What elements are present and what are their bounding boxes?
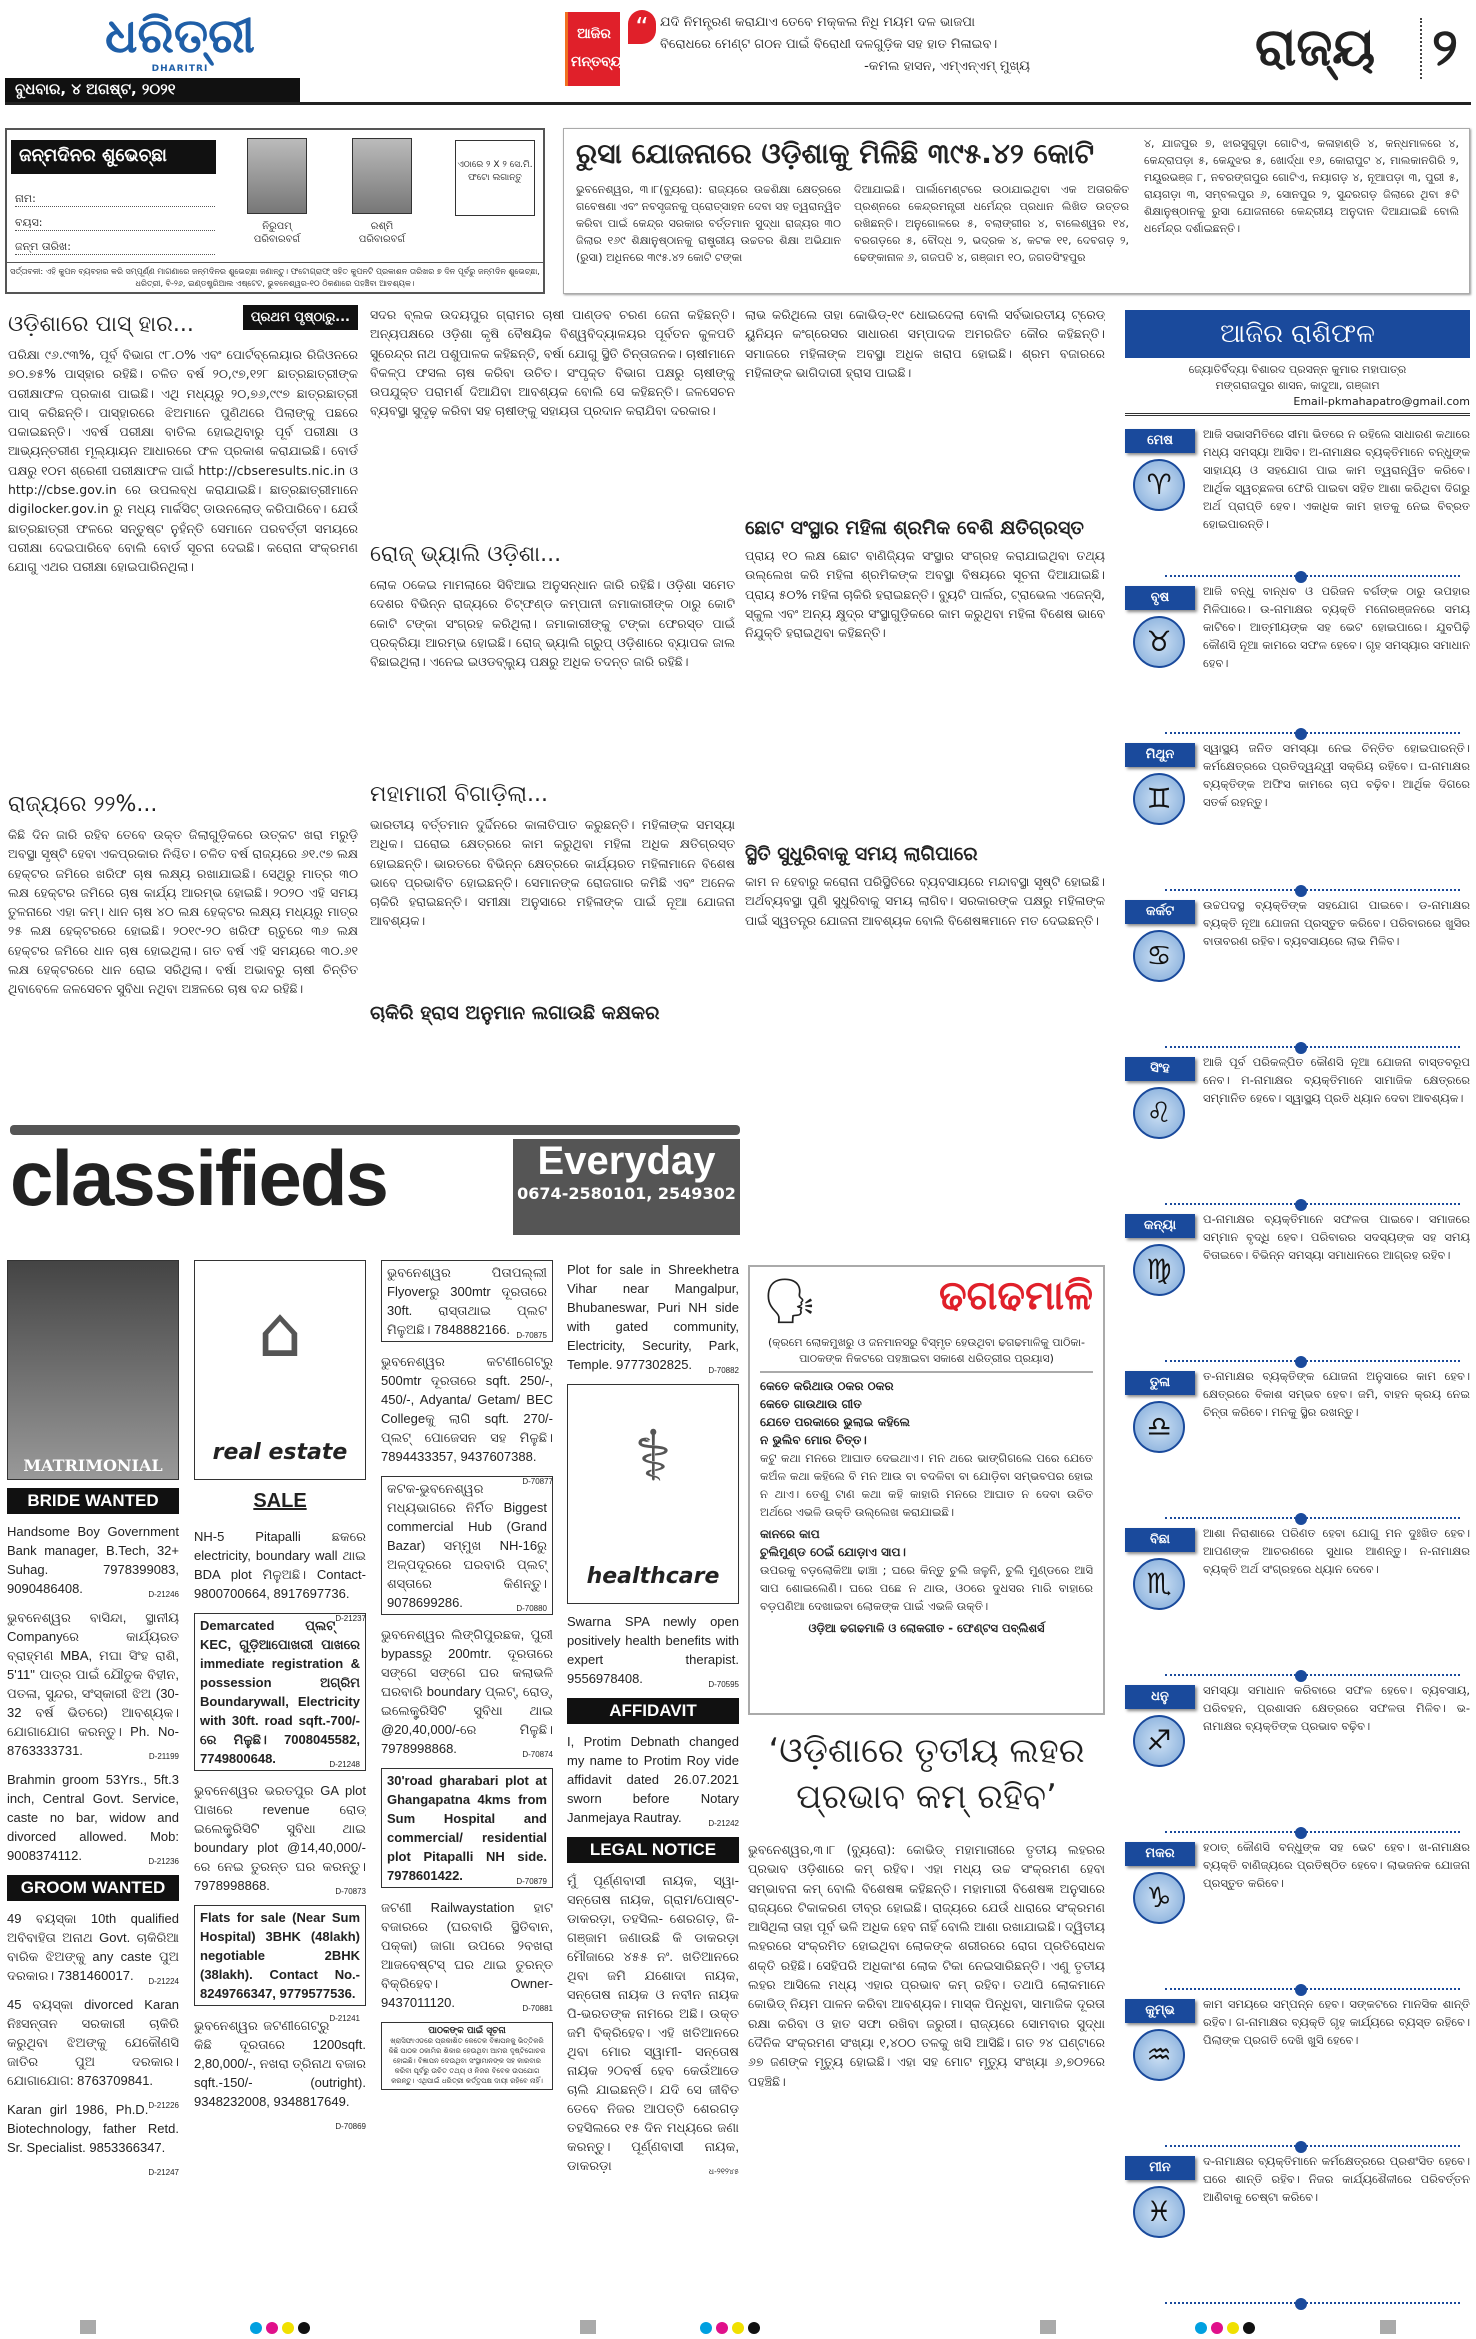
- article-heading: ଚାକିରି ହ୍ରାସ ଅନୁମାନ ଲଗାଉଛି କକ୍ଷକର: [370, 1002, 660, 1024]
- zodiac-5-icon: ♌: [1133, 1087, 1185, 1139]
- article-column-1: [8, 305, 358, 1110]
- ad-text: 45 ବୟସ୍କା divorced Karan ନିଃସନ୍ତାନ ସରକାରୀ ଚାକିରି କରୁଥିବା ଝିଅଙ୍କୁ ଯେକୌଣସି ଜାତିର ପୁଅ ଦରକାର। ଯୋଗାଯୋଗ: 8763709841.: [7, 1997, 179, 2088]
- classified-ad: [7, 1522, 179, 1598]
- color-swatch: [250, 2322, 262, 2334]
- classified-ad: [194, 1905, 366, 2023]
- zodiac-7-icon: ♎: [1133, 1401, 1185, 1453]
- color-swatch: [1195, 2322, 1207, 2334]
- covid-headline: ‘ଓଡ଼ିଶାରେ ତୃତୀୟ ଲହର ପ୍ରଭାବ କମ୍ ରହିବ’: [768, 1731, 1085, 1817]
- divider: [1165, 1517, 1460, 1519]
- ad-code: D-70874: [522, 1750, 553, 1759]
- quote-author: -କମଲ ହାସନ, ଏମ୍‌ଏନ୍‌ଏମ୍ ମୁଖ୍ୟ: [864, 59, 1030, 74]
- article-heading: ଛୋଟ ସଂସ୍ଥାର ମହିଳା ଶ୍ରମିକ ବେଶି କ୍ଷତିଗ୍ରସ୍ତ: [745, 517, 1084, 539]
- article-body: ଲୋକ ଠକେଇ ମାମଲାରେ ସିବିଆଇ ଅନୁସନ୍ଧାନ ଜାରି ରହିଛି। ଓଡ଼ିଶା ସମେତ ଦେଶର ବିଭିନ୍ନ ରାଜ୍ୟରେ ଚିଟ୍‌ଫଣ୍ଡ କମ୍ପାନୀ ଜମାକାରୀଙ୍କ ଠାରୁ କୋଟି କୋଟି ଟଙ୍କା ସଂଗ୍ରହ କରିଥିଲା। ଜମାକାରୀଙ୍କୁ ଟଙ୍କା ଫେରସ୍ତ ପାଇଁ ପ୍ରକ୍ରିୟା ଆରମ୍ଭ ହୋଇଛି। ରୋଜ୍ ଭ୍ୟାଲି ଗ୍ରୁପ୍ ଓଡ଼ିଶାରେ ବ୍ୟାପକ ଜାଲ ବିଛାଇଥିଲା। ଏନେଇ ଇଓଡବ୍ଲ୍ୟୁ ପକ୍ଷରୁ ଅଧିକ ତଦନ୍ତ ଜାରି ରହିଛି।: [370, 577, 735, 670]
- article-column-2: [370, 305, 735, 1110]
- horoscope-9: [1125, 1681, 1470, 1837]
- sign-text: ଆଶା ନିରାଶାରେ ପରିଣତ ହେବା ଯୋଗୁ ମନ ଦୁଃଖିତ ହେବ। ଆପଣଙ୍କ ଆଚରଣରେ ସୁଧାର ଆଣନ୍ତୁ। ନ-ନାମାକ୍ଷର ବ୍ୟକ୍ତି ଅର୍ଥ ସଂଗ୍ରହରେ ଧ୍ୟାନ ଦେବେ।: [1203, 1526, 1470, 1576]
- dharitri-logo: [95, 8, 265, 74]
- classified-ad: [381, 1898, 553, 2012]
- classified-column: [567, 1260, 739, 2305]
- ad-code: D-21237: [335, 1614, 366, 1623]
- ad-text: ଭୁବନେଶ୍ୱର ଲିଙ୍ଗିପୁରଛକ, ପୁରୀ bypassରୁ 200mtr. ଦୂରତାରେ ସଙ୍ଗେ ସଙ୍ଗେ ଘର କଲାଭଳି ଘରବାରି boundary ପ୍ଲଟ୍, ରୋଡ୍, ଇଲେକ୍ଟ୍ରିସିଟି ସୁବିଧା ଥାଇ @20,40,000/-ରେ ମିଳୁଛି। 7978998868.: [381, 1627, 553, 1756]
- sign-label: କନ୍ୟା: [1125, 1214, 1195, 1238]
- classified-banner: AFFIDAVIT: [567, 1698, 739, 1724]
- ad-text: Swarna SPA newly open positively health benefits with expert therapist. 9556978408.: [567, 1614, 739, 1686]
- classifieds-section: [5, 1125, 740, 2310]
- horoscope-11: [1125, 1995, 1470, 2151]
- ad-text: ଭୁବନେଶ୍ୱର ପିତାପଲ୍ଲୀ Flyoverରୁ 300mtr ଦୂରତାରେ 30ft. ରାସ୍ତାଥାଇ ପ୍ଲଟ ମିଳୁଅଛି। 7848882166.: [387, 1265, 547, 1337]
- sign-label: ସିଂହ: [1125, 1057, 1195, 1081]
- horoscope-2: [1125, 582, 1470, 738]
- classified-ad: [7, 1608, 179, 1760]
- ad-text: Flats for sale (Near Sum Hospital) 3BHK (48lakh) negotiable 2BHK (38lakh). Contact No.- 8249766347, 9779577536.: [200, 1910, 360, 2001]
- classified-ad: [381, 1625, 553, 1758]
- ad-code: D-70869: [335, 2122, 366, 2131]
- ad-code: D-21246: [148, 1590, 179, 1599]
- covid-article-body: ଭୁବନେଶ୍ୱର,୩।୮ (ବ୍ୟୁରୋ): କୋଭିଡ୍ ମହାମାରୀରେ ତୃତୀୟ ଲହରର ପ୍ରଭାବ ଓଡ଼ିଶାରେ କମ୍ ରହିବ। ଏହା ମଧ୍ୟ ଉଚ୍ଚ ସଂକ୍ରମଣ ହେବା ସମ୍ଭାବନା କମ୍ ବୋଲି ବିଶେଷଜ୍ଞ କହିଛନ୍ତି। ମହାମାରୀ ବିଶେଷଜ୍ଞ ଅନୁସାରେ ରାଜ୍ୟରେ ଟିକାକରଣ ତୀବ୍ର ହୋଇଛି। ରାଜ୍ୟରେ ଯେଉଁ ଧାରାରେ ସଂକ୍ରମଣ ଆସିଥିଲା ତାହା ପୂର୍ବ ଭଳି ଅଧିକ ହେବ ନାହିଁ ବୋଲି ଆଶା ରଖାଯାଇଛି। ଦ୍ୱିତୀୟ ଲହରରେ ସଂକ୍ରମିତ ହୋଇଥିବା ଲୋକଙ୍କ ଶରୀରରେ ରୋଗ ପ୍ରତିରୋଧକ ଶକ୍ତି ରହିଛି। ସେହିପରି ଅଧିକାଂଶ ଲୋକ ଟିକା ନେଇସାରିଛନ୍ତି। ଏଣୁ ତୃତୀୟ ଲହର ଆସିଲେ ମଧ୍ୟ ଏହାର ପ୍ରଭାବ କମ୍ ରହିବ। ତଥାପି ଲୋକମାନେ କୋଭିଡ୍ ନିୟମ ପାଳନ କରିବା ଆବଶ୍ୟକ। ମାସ୍କ ପିନ୍ଧିବା, ସାମାଜିକ ଦୂରତା ରକ୍ଷା କରିବା ଓ ହାତ ସଫା ରଖିବା ଜରୁରୀ। ରାଜ୍ୟରେ ସୋମବାର ସୁଦ୍ଧା ଦୈନିକ ସଂକ୍ରମଣ ସଂଖ୍ୟା ୧,୪୦୦ ତଳକୁ ଖସି ଆସିଛି। ଗତ ୨୪ ଘଣ୍ଟାରେ ୬୭ ଜଣଙ୍କ ମୃତ୍ୟୁ ହୋଇଛି। ଏହା ସହ ମୋଟ ମୃତ୍ୟୁ ସଂଖ୍ୟା ୬,୭୦୨ରେ ପହଞ୍ଚିଛି।: [748, 1842, 1105, 2089]
- sign-label: ବୃଷ: [1125, 586, 1195, 610]
- quote-line: ବିରୋଧରେ ମେଣ୍ଟ ଗଠନ ପାଇଁ ବିରୋଧୀ ଦଳଗୁଡ଼ିକ ସହ ହାତ ମିଳାଇବ।: [660, 37, 998, 52]
- divider: [1165, 1831, 1460, 1833]
- color-swatch: [1243, 2322, 1255, 2334]
- horoscope-7: [1125, 1367, 1470, 1523]
- print-registration-bar: [0, 2316, 1476, 2339]
- classified-banner: LEGAL NOTICE: [567, 1837, 739, 1863]
- divider: [1165, 2302, 1460, 2304]
- registration-mark: [1380, 2320, 1396, 2334]
- zodiac-8-icon: ♏: [1133, 1558, 1185, 1610]
- article-body: କିଛି ଦିନ ଜାରି ରହିବ ତେବେ ଉକ୍ତ ଜିଲାଗୁଡ଼ିକରେ ଉତ୍କଟ ଖରା ମରୁଡ଼ି ଅବସ୍ଥା ସୃଷ୍ଟି ହେବା ଏକପ୍ରକାର ନିଶ୍ଚିତ। ଚଳିତ ବର୍ଷ ରାଜ୍ୟରେ ୬୧.୯୭ ଲକ୍ଷ ହେକ୍ଟର ଜମିରେ ଖରିଫ ଚାଷ ଲକ୍ଷ୍ୟ ରଖାଯାଇଛି। ସେଥିରୁ ମାତ୍ର ୩୦ ଲକ୍ଷ ହେକ୍ଟର ଜମିରେ ଚାଷ କାର୍ଯ୍ୟ ଆରମ୍ଭ ହୋଇଛି। ୨୦୨୦ ଏହି ସମୟ ତୁଳନାରେ ଏହା କମ୍। ଧାନ ଚାଷ ୪୦ ଲକ୍ଷ ହେକ୍ଟର ଲକ୍ଷ୍ୟ ମଧ୍ୟରୁ ମାତ୍ର ୨୫ ଲକ୍ଷ ହେକ୍ଟରରେ ହୋଇଛି। ୨୦୧୯-୨୦ ଖରିଫ ଋତୁରେ ୩୬ ଲକ୍ଷ ହେକ୍ଟର ଜମିରେ ଧାନ ଚାଷ ହୋଇଥିଲା। ଗତ ବର୍ଷ ଏହି ସମୟରେ ୩୦.୬୧ ଲକ୍ଷ ହେକ୍ଟରରେ ଧାନ ରୋଇ ସରିଥିଲା। ବର୍ଷା ଅଭାବରୁ ଚାଷୀ ଚିନ୍ତିତ ଥିବାବେଳେ ଜଳସେଚନ ସୁବିଧା ନଥିବା ଅଞ୍ଚଳରେ ଚାଷ ବନ୍ଦ ରହିଛି।: [8, 827, 358, 997]
- stethoscope-icon: ⚕: [634, 1415, 672, 1497]
- classified-ad: [381, 1352, 553, 1486]
- color-swatch: [748, 2322, 760, 2334]
- sign-label: କର୍କଟ: [1125, 900, 1195, 924]
- health-image: [567, 1384, 739, 1604]
- divider: [1165, 1988, 1460, 1990]
- zodiac-6-icon: ♍: [1133, 1244, 1185, 1296]
- classified-banner: BRIDE WANTED: [7, 1488, 179, 1514]
- ad-code: D-21248: [329, 1760, 360, 1769]
- classified-banner: GROOM WANTED: [7, 1875, 179, 1901]
- zodiac-3-icon: ♊: [1133, 773, 1185, 825]
- photo-child: [352, 138, 412, 214]
- ad-text: Karan girl 1986, Ph.D. Biotechnology, father Retd. Sr. Specialist. 9853366347.: [7, 2102, 179, 2155]
- registration-mark: [80, 2320, 96, 2334]
- notice-title: ପାଠକଙ୍କ ପାଇଁ ସୂଚନା: [428, 2026, 506, 2036]
- article-heading: ମହାମାରୀ ବିଗାଡ଼ିଲା...: [370, 782, 548, 807]
- classified-ad: [567, 1871, 739, 2175]
- horoscope-6: [1125, 1210, 1470, 1366]
- sign-text: ଆଜି ପୂର୍ବ ପରିକଳ୍ପିତ କୌଣସି ନୂଆ ଯୋଜନା ବାସ୍ତବରୂପ ନେବ। ମ-ନାମାକ୍ଷର ବ୍ୟକ୍ତିମାନେ ସାମାଜିକ କ୍ଷେତ୍ରରେ ସମ୍ମାନିତ ହେବେ। ସ୍ୱାସ୍ଥ୍ୟ ପ୍ରତି ଧ୍ୟାନ ଦେବା ଆବଶ୍ୟକ।: [1203, 1055, 1470, 1105]
- horoscope-12: [1125, 2152, 1470, 2308]
- sign-text: ଦ-ନାମାକ୍ଷର ବ୍ୟକ୍ତିମାନେ କର୍ମକ୍ଷେତ୍ରରେ ପ୍ରଶଂସିତ ହେବେ। ଘରେ ଶାନ୍ତି ରହିବ। ନିଜର କାର୍ଯ୍ୟଶୈଳୀରେ ପରିବର୍ତ୍ତନ ଆଣିବାକୁ ଚେଷ୍ଟା କରିବେ।: [1203, 2154, 1470, 2204]
- date-bar: ବୁଧବାର, ୪ ଅଗଷ୍ଟ, ୨୦୨୧: [5, 78, 300, 102]
- article-heading: ରୋଜ୍ ଭ୍ୟାଲି ଓଡ଼ିଶା...: [370, 542, 562, 567]
- quote-line: ଯଦି ନିମନ୍ତ୍ରଣ କରାଯାଏ ତେବେ ମକ୍କଲ ନିଧି ମୟମ ଦଳ ଭାଜପା: [660, 15, 975, 30]
- lead-story: [563, 128, 1470, 294]
- classified-ad: [194, 1781, 366, 1895]
- article-body: ପ୍ରାୟ ୧୦ ଲକ୍ଷ ଛୋଟ ବାଣିଜ୍ୟିକ ସଂସ୍ଥାର ସଂଗ୍ରହ କରାଯାଇଥିବା ତଥ୍ୟ ଉଲ୍ଲେଖ କରି ମହିଳା ଶ୍ରମିକଙ୍କ ଅବସ୍ଥା ବିଷୟରେ ସୂଚନା ଦିଆଯାଇଛି। ପ୍ରାୟ ୫୦% ମହିଳା ଚାକିରି ହରାଇଛନ୍ତି। ବ୍ୟୁଟି ପାର୍ଲର, ଟ୍ରାଭେଲ ଏଜେନ୍ସି, ସ୍କୁଲ ଏବଂ ଅନ୍ୟ କ୍ଷୁଦ୍ର ସଂସ୍ଥାଗୁଡ଼ିକରେ କାମ କରୁଥିବା ମହିଳା ବିଶେଷ ଭାବେ ନିଯୁକ୍ତି ହରାଇଥିବା କହିଛନ୍ତି।: [745, 548, 1105, 641]
- house-icon: ⌂: [257, 1291, 303, 1373]
- sign-label: ଧନୁ: [1125, 1685, 1195, 1709]
- article-heading: ରାଜ୍ୟରେ ୨୨%...: [8, 792, 158, 817]
- zodiac-4-icon: ♋: [1133, 930, 1185, 982]
- zodiac-9-icon: ♐: [1133, 1715, 1185, 1767]
- ad-text: Brahmin groom 53Yrs., 5ft.3 inch, Central Govt. Service, caste no bar, widow and divorced allowed. Mob: 9008374112.: [7, 1772, 179, 1863]
- zodiac-12-icon: ♓: [1133, 2186, 1185, 2238]
- sign-label: କୁମ୍ଭ: [1125, 1999, 1195, 2023]
- divider: [5, 102, 1471, 105]
- divider: [1165, 889, 1460, 891]
- classified-ad: [194, 2016, 366, 2131]
- classified-ad: [381, 1768, 553, 1888]
- photo-elder: [247, 138, 307, 214]
- ad-text: 49 ବୟସ୍କା 10th qualified ଅବିବାହିତା ଅନାଥ Govt. ଚାକିରିଆ ବାରିକ ଝିଅଙ୍କୁ any caste ପୁଅ ଦରକାର। 7381460017.: [7, 1911, 179, 1983]
- article-heading: ଓଡ଼ିଶାରେ ପାସ୍ ହାର...: [8, 312, 194, 337]
- everyday-box: [513, 1139, 740, 1235]
- classified-ad: [567, 1612, 739, 1688]
- lead-col: ୪, ଯାଜପୁର ୭, ଝାରସୁଗୁଡ଼ା ଗୋଟିଏ, କଳାହାଣ୍ଡି ୪, କନ୍ଧମାଳରେ ୪, କେନ୍ଦ୍ରାପଡ଼ା ୫, କେନ୍ଦୁଝର ୫, ଖୋର୍ଦ୍ଧା ୧୬, କୋରାପୁଟ ୪, ମାଲକାନଗିରି ୨, ମୟୂରଭଞ୍ଜ ୮, ନବରଙ୍ଗପୁର ଗୋଟିଏ, ନୟାଗଡ଼ ୪, ନୂଆପଡ଼ା ୩, ପୁରୀ ୫, ରାୟଗଡ଼ା ୩, ସମ୍ବଲପୁର ୬, ସୋନପୁର ୨, ସୁନ୍ଦରଗଡ଼ ଜିଲାରେ ଥିବା ୫ଟି ଶିକ୍ଷାନୁଷ୍ଠାନକୁ ରୁସା ଯୋଜନାରେ କେନ୍ଦ୍ରୀୟ ଅନୁଦାନ ଦିଆଯାଇଛି ବୋଲି ଧର୍ମେନ୍ଦ୍ର ଦର୍ଶାଇଛନ୍ତି।: [1144, 137, 1459, 235]
- author-name: ଜ୍ୟୋତିର୍ବିଦ୍ୟା ବିଶାରଦ ପ୍ରସନ୍ନ କୁମାର ମହାପାତ୍ର: [1188, 363, 1407, 376]
- registration-mark: [1040, 2320, 1056, 2334]
- badge-line: ଆଜିର: [577, 26, 611, 42]
- article-column-3: [745, 305, 1105, 1255]
- dhagadamali-title: ଢଗଢମାଳି: [939, 1273, 1093, 1319]
- divider: [1165, 2145, 1460, 2147]
- ad-text: ଭୁବନେଶ୍ୱର କଟଣୀଗେଟ୍‌ରୁ 500mtr ଦୂରତାରେ sqft. 250/-, 450/-, Adyanta/ Getam/ BEC Collegeକୁ ଲାଗି sqft. 270/- ପ୍ଲଟ୍ ପୋଜେସନ ସହ ମିଳୁଛି। 7894433357, 9437607388.: [381, 1354, 553, 1464]
- color-swatch: [266, 2322, 278, 2334]
- daily-quote: [660, 12, 1140, 78]
- classified-column: [381, 1260, 553, 2305]
- image-label: MATRIMONIAL: [23, 1456, 163, 1475]
- logo-subtext: DHARITRI: [151, 64, 209, 74]
- author-address: ମଙ୍ଗରାଜପୁର ଶାସନ, କାଦୁଆ, ଗଞ୍ଜାମ: [1215, 379, 1380, 392]
- ad-code: D-70882: [708, 1366, 739, 1375]
- sign-label: ବିଛା: [1125, 1528, 1195, 1552]
- ad-text: ମୁଁ ପୂର୍ଣ୍ଣବାସୀ ନାୟକ, ସ୍ୱା- ସନ୍ତୋଷ ନାୟକ, ଗ୍ରାମ/ପୋଷ୍ଟ- ଡାକରଡ଼ା, ତହସିଲ- ଶେରଗଡ଼, ଜି- ଗଞ୍ଜାମ ଜଣାଉଛି କି ଡାକରଡ଼ା ମୌଜାରେ ୪୫୫ ନଂ. ଖତିଆନରେ ଥିବା ଜମି ଯଶୋଦା ନାୟକ, ସନ୍ତୋଷ ନାୟକ ଓ ନବୀନ ନାୟକ ପି-ଭରତଙ୍କ ନାମରେ ଅଛି। ଉକ୍ତ ଜମି ବିକ୍ରିହେବ। ଏହି ଖତିଆନରେ ଥିବା ମୋର ସ୍ୱାମୀ- ସନ୍ତୋଷ ନାୟକ ୨୦ବର୍ଷ ହେବ କେଉଁଆଡେ ଚାଲି ଯାଇଛନ୍ତି। ଯଦି ସେ ଜୀବିତ ତେବେ ନିଜର ଆପତ୍ତି ଶେରଗଡ଼ ତହସିଲରେ ୧୫ ଦିନ ମଧ୍ୟରେ ଜଣା କରନ୍ତୁ। ପୂର୍ଣ୍ଣବାସୀ ନାୟକ, ଡାକରଡ଼ା: [567, 1873, 739, 2173]
- registration-mark: [580, 2320, 596, 2334]
- age-field[interactable]: ବୟସ:: [15, 216, 215, 231]
- section-title: ରାଜ୍ୟ: [1255, 18, 1376, 78]
- ad-code: D-70880: [516, 1604, 547, 1613]
- notice-text: ଖ୍ରାସିଫାଏଡରେ ପ୍ରକାଶିତ କେତେକ ବିଜ୍ଞାପନକୁ ଭିତ୍ତିକରି କିଛି ପାଠକ ଠକାମିର ଶିକାର ହେଉଥିବା ଆମର ଦୃଷ୍ଟିଗୋଚର ହୋଇଛି। ବିଜ୍ଞାପନ ଦେଉଥିବା ସଂସ୍ଥାମାନଙ୍କ ସହ କାରବାର କରିବା ପୂର୍ବରୁ ଉଚିତ ତଥ୍ୟ ଓ ନିଜର ବିବେକ ଉପଯୋଗ କରନ୍ତୁ। ଏଥିପାଇଁ ଧରିତ୍ରୀ କର୍ତ୍ତୃପକ୍ଷ ଦାୟୀ ରହିବେ ନାହିଁ।: [388, 2037, 546, 2085]
- author-email: Email-pkmahapatro@gmail.com: [1293, 395, 1470, 408]
- image-label: healthcare: [586, 1564, 720, 1589]
- continued-tag: ପ୍ରଥମ ପୃଷ୍ଠାରୁ...: [243, 305, 358, 330]
- classifieds-phone: 0674-2580101, 2549302: [517, 1184, 736, 1203]
- divider: [1165, 732, 1460, 734]
- ad-text: Demarcated ପ୍ଲଟ୍ KEC, ଗୁଡ଼ିଆପୋଖରୀ ପାଖରେ immediate registration & possession ଅଗ୍ରିମ Boundarywall, Electricity with 30ft. road sqft.-700/-ରେ ମିଳୁଛି। 7008045582, 7749800648.: [200, 1618, 360, 1766]
- classified-ad: [194, 1613, 366, 1771]
- ad-code: ଧ-୨୧୨୪୫: [708, 2167, 739, 2176]
- color-swatch: [716, 2322, 728, 2334]
- article-body: ପରିକ୍ଷା ୯୬.୯୩%, ପୂର୍ବ ବିଭାଗ ୯୮.୦% ଏବଂ ପୋର୍ଟବ୍ଲେୟାର ରିଜିଓନରେ ୭୦.୭୫% ପାସ୍‌ହାର ରହିଛି। ଚଳିତ ବର୍ଷ ୨୦,୯୭,୧୨୮ ଛାତ୍ରଛାତ୍ରୀଙ୍କ ପରୀକ୍ଷାଫଳ ପ୍ରକାଶ ପାଇଛି। ଏଥି ମଧ୍ୟରୁ ୨୦,୭୬,୯୯୭ ଛାତ୍ରଛାତ୍ରୀ ପାସ୍ କରିଛନ୍ତି। ପାସ୍‌ହାରରେ ଝିଅମାନେ ପୁଣିଥରେ ପିଲାଙ୍କୁ ପଛରେ ପକାଇଛନ୍ତି। ଏବର୍ଷ ପରୀକ୍ଷା ବାତିଲ ହୋଇଥିବାରୁ ପୂର୍ବ ପରୀକ୍ଷା ଓ ଆଭ୍ୟନ୍ତରୀଣ ମୂଲ୍ୟାୟନ ଆଧାରରେ ଫଳ ପ୍ରକାଶ କରାଯାଇଛି। ବୋର୍ଡ ପକ୍ଷରୁ ୧୦ମ ଶ୍ରେଣୀ ପରୀକ୍ଷାଫଳ ପାଇଁ http://cbseresults.nic.in ଓ http://cbse.gov.in ରେ ଉପଲବ୍ଧ କରାଯାଇଛି। ଛାତ୍ରଛାତ୍ରୀମାନେ digilocker.gov.in ରୁ ମଧ୍ୟ ମାର୍କସିଟ୍ ଡାଉନଲୋଡ୍ କରିପାରିବେ। ଯେଉଁ ଛାତ୍ରଛାତ୍ରୀ ଫଳରେ ସନ୍ତୁଷ୍ଟ ନୁହଁନ୍ତି ସେମାନେ ପରବର୍ତ୍ତୀ ସମୟରେ ପରୀକ୍ଷା ଦେଇପାରିବେ ବୋଲି ବୋର୍ଡ ସୂଚନା ଦେଇଛି। କରୋନା ସଂକ୍ରମଣ ଯୋଗୁ ଏଥର ପରୀକ୍ଷା ହୋଇପାରିନଥିଲା।: [8, 347, 358, 575]
- color-swatch: [1211, 2322, 1223, 2334]
- article-heading: ସ୍ଥିତି ସୁଧୁରିବାକୁ ସମୟ ଲାଗିପାରେ: [745, 843, 978, 865]
- lead-headline: ରୁସା ଯୋଜନାରେ ଓଡ଼ିଶାକୁ ମିଳିଛି ୩୯୫.୪୨ କୋଟି: [576, 137, 1095, 170]
- ajira-mantabya-badge: [565, 12, 623, 86]
- article-body: ଭାରତୀୟ ବର୍ତ୍ତମାନ ଦୁର୍ଦ୍ଦିନରେ କାଳାତିପାତ କରୁଛନ୍ତି। ମହିଳାଙ୍କ ସମସ୍ୟା ଅଧିକ। ଘରୋଇ କ୍ଷେତ୍ରରେ କାମ କରୁଥିବା ମହିଳା ଅଧିକ କ୍ଷତିଗ୍ରସ୍ତ ହୋଇଛନ୍ତି। ଭାରତରେ ବିଭିନ୍ନ କ୍ଷେତ୍ରରେ କାର୍ଯ୍ୟରତ ମହିଳାମାନେ ବିଶେଷ ଭାବେ ପ୍ରଭାବିତ ହୋଇଛନ୍ତି। ସେମାନଙ୍କ ରୋଜଗାର କମିଛି ଏବଂ ଅନେକ ଚାକିରି ହରାଇଛନ୍ତି। ସମୀକ୍ଷା ଅନୁସାରେ ମହିଳାଙ୍କ ପାଇଁ ନୂଆ ଯୋଜନା ଆବଶ୍ୟକ।: [370, 817, 735, 929]
- divider: [1165, 1674, 1460, 1676]
- rashifal-author: [1125, 362, 1470, 416]
- ad-code: D-70879: [516, 1877, 547, 1886]
- sign-label: ତୁଳା: [1125, 1371, 1195, 1395]
- sign-text: ଆଜି ବନ୍ଧୁ ବାନ୍ଧବ ଓ ପରିଜନ ବର୍ଗଙ୍କ ଠାରୁ ଉପହାର ମିଳିପାରେ। ଉ-ନାମାକ୍ଷର ବ୍ୟକ୍ତି ମନୋରଞ୍ଜନରେ ସମୟ କାଟିବେ। ଆତ୍ମୀୟଙ୍କ ସହ ଭେଟ ହୋଇପାରେ। ଯୁବପିଢ଼ି କୌଣସି ନୂଆ କାମରେ ସଫଳ ହେବେ। ଗୃହ ସମସ୍ୟାର ସମାଧାନ ହେବ।: [1203, 584, 1470, 670]
- verse-line: କାନରେ କାପ: [760, 1527, 820, 1541]
- lead-col: ଭୁବନେଶ୍ୱର, ୩।୮(ବ୍ୟୁରୋ): ରାଜ୍ୟରେ ଉଚ୍ଚଶିକ୍ଷା କ୍ଷେତ୍ରରେ ଗବେଷଣା ଏବଂ ନବସୃଜନକୁ ପ୍ରୋତ୍ସାହନ ଦେବା ସହ ତ୍ୱରାନ୍ୱିତ କରିବା ପାଇଁ କେନ୍ଦ୍ର ସରକାର ବର୍ତ୍ତମାନ ସୁଦ୍ଧା ରାଜ୍ୟର ୩୦ ଜିଲାର ୧୬୯ ଶିକ୍ଷାନୁଷ୍ଠାନକୁ ରାଷ୍ଟ୍ରୀୟ ଉଚ୍ଚତର ଶିକ୍ଷା ଅଭିଯାନ (ରୁସା) ଅଧିନରେ ୩୯୫.୪୨ କୋଟି ଟଙ୍କା: [576, 183, 841, 264]
- classified-ad: [7, 1995, 179, 2110]
- sign-text: ସ୍ୱାସ୍ଥ୍ୟ ଜନିତ ସମସ୍ୟା ନେଇ ଚିନ୍ତିତ ହୋଇପାରନ୍ତି। କର୍ମକ୍ଷେତ୍ରରେ ପ୍ରତିଦ୍ୱନ୍ଦ୍ୱୀ ସକ୍ରିୟ ରହିବେ। ଘ-ନାମାକ୍ଷର ବ୍ୟକ୍ତିଙ୍କ ଅଫିସ କାମରେ ଚାପ ବଢ଼ିବ। ଆର୍ଥିକ ଦିଗରେ ସତର୍କ ରହନ୍ତୁ।: [1203, 741, 1470, 809]
- ad-code: D-70873: [335, 1887, 366, 1896]
- classified-ad: [567, 1260, 739, 1374]
- article-body: କାମ ନ ହେବାରୁ କରୋନା ପରିସ୍ଥିତିରେ ବ୍ୟବସାୟରେ ମନ୍ଦାବସ୍ଥା ସୃଷ୍ଟି ହୋଇଛି। ଅର୍ଥବ୍ୟବସ୍ଥା ପୁଣି ସୁଧୁରିବାକୁ ସମୟ ଲାଗିବ। ସରକାରଙ୍କ ପକ୍ଷରୁ ମହିଳାଙ୍କ ପାଇଁ ସ୍ୱତନ୍ତ୍ର ଯୋଜନା ଆବଶ୍ୟକ ବୋଲି ବିଶେଷଜ୍ଞମାନେ ମତ ଦେଇଛନ୍ତି।: [745, 874, 1105, 928]
- sign-text: ଆଜି ସଭାସମିତିରେ ସୀମା ଭିତରେ ନ ରହିଲେ ସାଧାରଣ କଥାରେ ମଧ୍ୟ ସମସ୍ୟା ଆସିବ। ଅ-ନାମାକ୍ଷର ବ୍ୟକ୍ତିମାନେ ବନ୍ଧୁଙ୍କ ସାହାଯ୍ୟ ଓ ସହଯୋଗ ପାଇ କାମ ତ୍ୱରାନ୍ୱିତ କରିବେ। ଆର୍ଥିକ ସ୍ୱଚ୍ଛଳତା ଫେରି ପାଇବା ସହିତ ଆଶା କରିଥିବା ଦିଗରୁ ଅର୍ଥ ପ୍ରାପ୍ତି ହେବ। ଏକାଧିକ କାମ ହାତକୁ ନେଇ ବିବ୍ରତ ହୋଇପାରନ୍ତି।: [1203, 427, 1470, 531]
- name-field[interactable]: ନାମ:: [15, 192, 215, 207]
- color-swatch: [1227, 2322, 1239, 2334]
- horoscope-8: [1125, 1524, 1470, 1680]
- ad-code: D-21224: [148, 1977, 179, 1986]
- horoscope-3: [1125, 739, 1470, 895]
- divider: [1165, 575, 1460, 577]
- verse-credit: ଓଡ଼ିଆ ଢଗଢମାଳି ଓ ଲୋକଗୀତ - ଫେଣ୍ଟସ ପବ୍ଲିଶର୍ସ: [808, 1621, 1045, 1635]
- dhagadamali-subtitle: (କ୍ରମେ ଲୋକମୁଖରୁ ଓ ଜନମାନସରୁ ବିସ୍ମୃତ ହେଉଥିବା ଢଗଢମାଳିକୁ ପାଠିକା-ପାଠକଙ୍କ ନିକଟରେ ପହଞ୍ଚାଇବା ସକାଶେ ଧରିତ୍ରୀର ପ୍ରୟାସ): [760, 1335, 1093, 1373]
- ad-text: ଭୁବନେଶ୍ୱର ଜଟଣୀଗେଟ୍‌ରୁ କିଛି ଦୂରତାରେ 1200sqft. 2,80,000/-, ନଖରା ତ୍ରିନାଥ ବଜାର sqft.-150/- (outright). 9348232008, 9348817649.: [194, 2018, 366, 2109]
- sign-text: କାମ ସମୟରେ ସମ୍ପନ୍ନ ହେବ। ସଙ୍କଟରେ ମାନସିକ ଶାନ୍ତି ରହିବ। ଗ-ନାମାକ୍ଷର ବ୍ୟକ୍ତି ଗୃହ କାର୍ଯ୍ୟରେ ବ୍ୟସ୍ତ ରହିବେ। ପିଲାଙ୍କ ପ୍ରଗତି ଦେଖି ଖୁସି ହେବେ।: [1203, 1997, 1470, 2047]
- ad-code: D-70875: [516, 1331, 547, 1340]
- ad-text: ଭୁବନେଶ୍ୱର ବାସିନ୍ଦା, ସ୍ଥାନୀୟ Companyରେ କାର୍ଯ୍ୟରତ ବ୍ରାହ୍ମଣ MBA, ମଘା ସିଂହ ରାଶି, 5'11" ପାତ୍ର ପାଇଁ ଯୌତୁକ ବିହୀନ, ପତଳା, ସୁନ୍ଦର, ସଂସ୍କାରୀ ଝିଅ (30-32 ବର୍ଷ ଭିତରେ) ଆବଶ୍ୟକ। ଯୋଗାଯୋଗ କରନ୍ତୁ। Ph. No- 8763333731.: [7, 1610, 179, 1758]
- dob-field[interactable]: ଜନ୍ମ ତାରିଖ:: [15, 240, 215, 255]
- article-body: ସଦର ବ୍ଲକ ଉଦୟପୁର ଗ୍ରାମର ଚାଷୀ ପାଣ୍ଡବ ଚରଣ ଜେନା କହିଛନ୍ତି। ଅନ୍ୟପକ୍ଷରେ ଓଡ଼ିଶା କୃଷି ବୈଷୟିକ ବିଶ୍ୱବିଦ୍ୟାଳୟର ପୂର୍ବତନ କୁଳପତି ସୁରେନ୍ଦ୍ର ନାଥ ପଶୁପାଳକ କହିଛନ୍ତି, ବର୍ଷା ଯୋଗୁ ସ୍ଥିତି ଚିନ୍ତାଜନକ। ଚାଷୀମାନେ ବିକଳ୍ପ ଫସଲ ଚାଷ କରିବା ଉଚିତ। ସଂପୃକ୍ତ ବିଭାଗ ପକ୍ଷରୁ ଚାଷୀଙ୍କୁ ଉପଯୁକ୍ତ ପରାମର୍ଶ ଦିଆଯିବା ଆବଶ୍ୟକ ବୋଲି ସେ କହିଛନ୍ତି। ଜଳସେଚନ ବ୍ୟବସ୍ଥା ସୁଦୃଢ଼ କରିବା ସହ ଚାଷୀଙ୍କୁ ସହାୟତା ପ୍ରଦାନ କରାଯିବା ଦରକାର।: [370, 307, 735, 419]
- ad-text: କଟକ-ଭୁବନେଶ୍ୱର ମଧ୍ୟଭାଗରେ ନିର୍ମିତ Biggest commercial Hub (Grand Bazar) ସମ୍ମୁଖ NH-16ରୁ ଅଳ୍ପଦୂରରେ ଘରବାରି ପ୍ଲଟ୍ ଶସ୍ତାରେ କିଣନ୍ତୁ। 9078699286.: [387, 1481, 547, 1610]
- classified-ad: [194, 1527, 366, 1623]
- coupon-terms: ସର୍ତ୍ତାବଳୀ: ଏହି କୁପନ ବ୍ୟବହାର କରି ସମ୍ପୂର୍ଣ୍ଣ ମାଗଣାରେ ଜନ୍ମଦିନର ଶୁଭେଚ୍ଛା ଜଣାନ୍ତୁ। ଫଟୋଗ୍ରାଫ୍ ସହିତ କୁପନଟି ପ୍ରକାଶନ ତାରିଖର ୭ ଦିନ ପୂର୍ବରୁ ଜନ୍ମଦିନ ଶୁଭେଚ୍ଛା, ଧରିତ୍ରୀ, ବି-୨୬, ଇଣ୍ଡଷ୍ଟ୍ରିଆଲ ଏଷ୍ଟେଟ, ଭୁବନେଶ୍ୱର-୧୦ ଠିକଣାରେ ପହଞ୍ଚିବା ଆବଶ୍ୟକ।: [7, 262, 543, 292]
- ad-code: D-21199: [148, 1752, 179, 1761]
- verse-line: ଚୁଲିମୁଣ୍ଡ ଠେଇଁ ଯୋଡ଼ାଏ ସାପ।: [760, 1545, 906, 1559]
- quote-icon: “: [628, 10, 656, 44]
- color-swatch: [282, 2322, 294, 2334]
- zodiac-10-icon: ♑: [1133, 1872, 1185, 1924]
- sign-label: ମୀନ: [1125, 2156, 1195, 2180]
- divider: [1165, 1360, 1460, 1362]
- ad-code: D-21226: [148, 2101, 179, 2110]
- lead-col: ଦିଆଯାଇଛି। ପାର୍ଲାମେଣ୍ଟରେ ଉଠାଯାଇଥିବା ଏକ ଅତାରକିତ ପ୍ରଶ୍ନରେ କେନ୍ଦ୍ରମନ୍ତ୍ରୀ ଧର୍ମେନ୍ଦ୍ର ପ୍ରଧାନ ଲିଖିତ ଉତ୍ତର ରଖିଛନ୍ତି। ଅନୁଗୋଳରେ ୫, ବଲାଙ୍ଗୀର ୪, ବାଲେଶ୍ୱର ୧୪, ବରଗଡ଼ରେ ୫, ବୌଦ୍ଧ ୨, ଭଦ୍ରକ ୪, କଟକ ୧୧, ଦେବଗଡ଼ ୨, ଢେଙ୍କାନାଳ ୬, ଗଜପତି ୪, ଗଞ୍ଜାମ ୧୦, ଜଗତସିଂହପୁର: [854, 183, 1129, 264]
- sign-label: ମିଥୁନ: [1125, 743, 1195, 767]
- verse-line: ନ ଭୁଲିବ ମୋର ଚିତ୍ତ।: [760, 1433, 867, 1447]
- verse-line: କେତେ ଗାଉଥାଉ ଗୀତ: [760, 1397, 862, 1411]
- horoscope-4: [1125, 896, 1470, 1052]
- badge-line: ମନ୍ତବ୍ୟ: [571, 54, 623, 70]
- ad-text: ଭୁବନେଶ୍ୱର ଭରତପୁର GA plot ପାଖରେ revenue ରୋଡ୍ ଇଲେକ୍ଟ୍ରିସିଟି ସୁବିଧା ଥାଇ boundary plot @14,40,000/-ରେ ନେଇ ତୁରନ୍ତ ଘର କରନ୍ତୁ। 7978998868.: [194, 1783, 366, 1893]
- verse-explanation: ଉପରକୁ ବଡ଼ଲୋକିଆ ଢାଞ୍ଚା ; ଘରେ କିନ୍ତୁ ଚୁଲି ଜଳୁନି, ଚୁଲି ମୁଣ୍ଡରେ ଆସି ସାପ ଶୋଇଲେଣି। ଘରେ ପଛେ ନ ଥାଉ, ଓଠରେ ଦୁଧସର ମାରି ବାହାରେ ବଡ଼ପଣିଆ ଦେଖାଇବା ଲୋକଙ୍କ ପାଇଁ ଏଭଳି ଉକ୍ତି।: [760, 1563, 1093, 1613]
- dhagadamali-box: [748, 1265, 1105, 1715]
- sign-label: ମେଷ: [1125, 429, 1195, 453]
- everyday-label: Everyday: [537, 1139, 716, 1183]
- color-swatch: [732, 2322, 744, 2334]
- photo-placeholder: ଏଠାରେ ୨ X ୨ ସେ.ମି. ଫଟୋ ଲଗାନ୍ତୁ: [455, 140, 535, 216]
- image-label: real estate: [212, 1440, 348, 1465]
- classified-ad: [7, 1770, 179, 1865]
- ad-code: D-70881: [522, 2004, 553, 2013]
- cartoon-faces-icon: 🗣: [762, 1276, 818, 1327]
- sign-text: ହଠାତ୍ କୌଣସି ବନ୍ଧୁଙ୍କ ସହ ଭେଟ ହେବ। ଖ-ନାମାକ୍ଷର ବ୍ୟକ୍ତି ବାଣିଜ୍ୟରେ ପ୍ରତିଷ୍ଠିତ ହେବେ। ଲାଭଜନକ ଯୋଜନା ପ୍ରସ୍ତୁତ କରିବେ।: [1203, 1840, 1470, 1890]
- sale-heading: SALE: [253, 1490, 307, 1512]
- sign-text: ତ-ନାମାକ୍ଷର ବ୍ୟକ୍ତିଙ୍କ ଯୋଜନା ଅନୁସାରେ କାମ ହେବ। କ୍ଷେତ୍ରରେ ବିକାଶ ସମ୍ଭବ ହେବ। ଜମି, ବାହନ କ୍ରୟ ନେଇ ଚିନ୍ତା କରିବେ। ମନକୁ ସ୍ଥିର ରଖନ୍ତୁ।: [1203, 1369, 1470, 1419]
- sign-text: ଉଚ୍ଚପଦସ୍ଥ ବ୍ୟକ୍ତିଙ୍କ ସହଯୋଗ ପାଇବେ। ଡ-ନାମାକ୍ଷର ବ୍ୟକ୍ତି ନୂଆ ଯୋଜନା ପ୍ରସ୍ତୁତ କରିବେ। ପରିବାରରେ ଖୁସିର ବାତାବରଣ ରହିବ। ବ୍ୟବସାୟରେ ଲାଭ ମିଳିବ।: [1203, 898, 1470, 948]
- photo-caption: ରଶ୍ମି ପରିବାରବର୍ଗ: [358, 221, 406, 245]
- coupon-title: ଜନ୍ମଦିନର ଶୁଭେଚ୍ଛା: [11, 140, 216, 174]
- ad-code: D-70595: [708, 1680, 739, 1689]
- zodiac-2-icon: ♉: [1133, 616, 1185, 668]
- classified-ad: [7, 1909, 179, 1985]
- sign-text: ସମସ୍ୟା ସମାଧାନ କରିବାରେ ସଫଳ ହେବେ। ବ୍ୟବସାୟ, ପରିବହନ, ପ୍ରଶାସନ କ୍ଷେତ୍ରରେ ସଫଳତା ମିଳିବ। ଭ-ନାମାକ୍ଷର ବ୍ୟକ୍ତିଙ୍କ ପ୍ରଭାବ ବଢ଼ିବ।: [1203, 1683, 1470, 1733]
- ad-code: D-70877: [522, 1477, 553, 1486]
- verse-explanation: କଟୁ କଥା ମନରେ ଆଘାତ ଦେଇଥାଏ। ମନ ଥରେ ଭାଙ୍ଗିଗଲେ ପରେ ଯେତେ କଅଁଳ କଥା କହିଲେ ବି ମନ ଆଉ ବା ବଦଳିବା ବା ଯୋଡ଼ିବା ସମ୍ଭବପର ହୋଇ ନ ଥାଏ। ତେଣୁ ଟାଣ କଥା କହି କାହାରି ମନରେ ଆଘାତ ନ ଦେବା ଉଚିତ ଅର୍ଥରେ ଏଭଳି ଉକ୍ତି ଉଲ୍ଲେଖ କରାଯାଇଛି।: [760, 1451, 1093, 1519]
- ad-text: NH-5 Pitapalli ଛକରେ electricity, boundary wall ଥାଇ BDA plot ମିଳୁଅଛି। Contact- 9800700664, 8917697736.: [194, 1529, 366, 1601]
- zodiac-1-icon: ♈: [1133, 459, 1185, 511]
- classified-column: [194, 1260, 366, 2305]
- sign-label: ମକର: [1125, 1842, 1195, 1866]
- photo-caption: ନିରୁପମ୍ ପରିବାରବର୍ଗ: [253, 221, 301, 245]
- ad-code: D-21247: [148, 2168, 179, 2177]
- horoscope-5: [1125, 1053, 1470, 1209]
- ad-code: D-21236: [148, 1857, 179, 1866]
- horoscope-1: [1125, 425, 1470, 581]
- article-body: ଲାଭ କରିଥିଲେ ତାହା କୋଭିଡ୍-୧୯ ଧୋଇଦେଲା ବୋଲି ସର୍ବଭାରତୀୟ ଟ୍ରେଡ୍ ୟୁନିୟନ କଂଗ୍ରେସର ସାଧାରଣ ସମ୍ପାଦକ ଅମରଜିତ କୌର କହିଛନ୍ତି। ସମାଜରେ ମହିଳାଙ୍କ ଅବସ୍ଥା ଅଧିକ ଖରାପ ହୋଇଛି। ଶ୍ରମ ବଜାରରେ ମହିଳାଙ୍କ ଭାଗିଦାରୀ ହ୍ରାସ ପାଇଛି।: [745, 307, 1105, 380]
- birthday-coupon: [5, 128, 545, 294]
- color-swatch: [700, 2322, 712, 2334]
- estate-image: [194, 1260, 366, 1480]
- horoscope-10: [1125, 1838, 1470, 1994]
- reader-notice: [381, 2022, 553, 2090]
- classified-ad: [381, 1476, 553, 1615]
- logo-text: ଧରିତ୍ରୀ: [105, 8, 255, 64]
- zodiac-11-icon: ♒: [1133, 2029, 1185, 2081]
- classified-ad: [381, 1260, 553, 1342]
- color-swatch: [298, 2322, 310, 2334]
- divider: [1165, 1046, 1460, 1048]
- verse-line: ଯେତେ ପରକାରେ ଭୁଲାଇ କହିଲେ: [760, 1415, 910, 1429]
- ad-text: Plot for sale in Shreekhetra Vihar near Mangalpur, Bhubaneswar, Puri NH side with gated community, Electricity, Security, Park, Temple. 9777302825.: [567, 1262, 739, 1372]
- ad-text: ଜଟଣୀ Railwaystation ହାଟ ବଜାରରେ (ଘରବାରି ସ୍ଥିତିବାନ, ପକ୍କା) ଜାଗା ଉପରେ ୨ବଖରା ଆଜବେଷ୍ଟସ୍ ଘର ଥାଇ ତୁରନ୍ତ ବିକ୍ରିହେବ। Owner- 9437011120.: [381, 1900, 553, 2010]
- rashifal-title: ଆଜିର ରାଶିଫଳ: [1125, 310, 1470, 358]
- classifieds-title: classifieds: [10, 1134, 387, 1222]
- ad-code: D-21241: [329, 2014, 360, 2023]
- ad-code: D-21242: [708, 1819, 739, 1828]
- divider-dot: [1295, 2298, 1307, 2310]
- divider: [1165, 1203, 1460, 1205]
- sign-text: ପ-ନାମାକ୍ଷର ବ୍ୟକ୍ତିମାନେ ସଫଳତା ପାଇବେ। ସମାଜରେ ସମ୍ମାନ ବୃଦ୍ଧି ହେବ। ପରିବାରର ସଦସ୍ୟଙ୍କ ସହ ସମୟ ବିତାଇବେ। ବିଭିନ୍ନ ସମସ୍ୟା ସମାଧାନରେ ଆଗ୍ରହ ରହିବ।: [1203, 1212, 1470, 1262]
- page-number: ୨: [1420, 18, 1458, 79]
- matri-image: [7, 1260, 179, 1480]
- ad-text: I, Protim Debnath changed my name to Protim Roy vide affidavit dated 26.07.2021 sworn before Notary Janmejaya Rautray.: [567, 1734, 739, 1825]
- classified-column: [7, 1260, 179, 2305]
- classified-ad: [567, 1732, 739, 1827]
- ad-text: Handsome Boy Government Bank manager, B.Tech, 32+ Suhag. 7978399083, 9090486408.: [7, 1524, 179, 1596]
- ad-text: 30'road gharabari plot at Ghangapatna 4kms from Sum Hospital and commercial/ residential plot Pitapalli NH side. 7978601422.: [387, 1773, 547, 1883]
- verse-line: କେତେ କରିଥାଉ ଠକର ଠକର: [760, 1379, 894, 1393]
